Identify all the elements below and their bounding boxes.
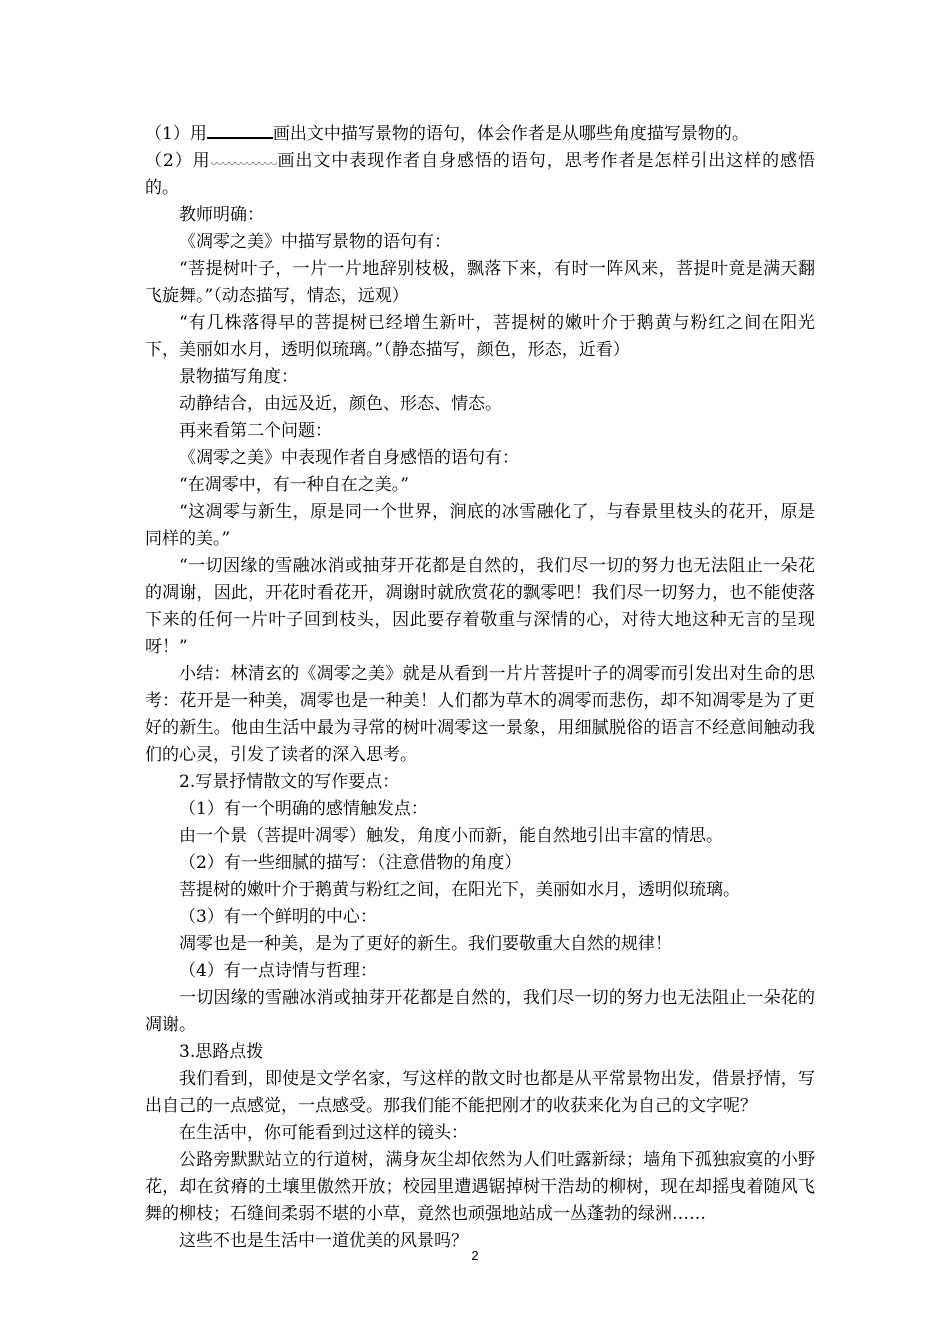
paragraph: 动静结合，由远及近，颜色、形态、情态。	[179, 394, 502, 414]
question-2-prefix: （2）用	[145, 151, 211, 171]
paragraph: 这些不也是生活中一道优美的风景吗？	[179, 1231, 468, 1251]
paragraph: 凋零也是一种美，是为了更好的新生。我们要敬重大自然的规律！	[179, 934, 672, 954]
paragraph: “一切因缘的雪融冰消或抽芽开花都是自然的，我们尽一切的努力也无法阻止一朵花的凋谢，因此，开花时看花开，凋谢时就欣赏花的飘零吧！我们尽一切努力，也不能使落下来的任何一片叶子回到枝头，因此要存着敬重与深情的心，对待大地这种无言的呈现呀！”	[145, 556, 815, 657]
paragraph: 由一个景（菩提叶凋零）触发，角度小而新，能自然地引出丰富的情思。	[179, 826, 723, 846]
paragraph: 《凋零之美》中表现作者自身感悟的语句有：	[179, 448, 519, 468]
question-2	[145, 148, 815, 202]
paragraph: “在凋零中，有一种自在之美。”	[179, 475, 409, 495]
document-body	[145, 121, 815, 1255]
paragraph: 我们看到，即使是文学名家，写这样的散文时也都是从平常景物出发，借景抒情，写出自己的一点感觉，一点感受。那我们能不能把刚才的收获来化为自己的文字呢？	[145, 1069, 815, 1116]
solid-underline-mark	[207, 121, 273, 139]
question-1-text: 画出文中描写景物的语句，体会作者是从哪些角度描写景物的。	[272, 124, 749, 144]
paragraph: 景物描写角度：	[179, 367, 298, 387]
paragraph: （2）有一些细腻的描写：（注意借物的角度）	[179, 853, 522, 873]
paragraph: 菩提树的嫩叶介于鹅黄与粉红之间，在阳光下，美丽如水月，透明似琉璃。	[179, 880, 740, 900]
question-2-text: 画出文中表现作者自身感悟的语句，思考作者是怎样引出这样的感悟的。	[145, 151, 815, 198]
paragraph: 《凋零之美》中描写景物的语句有：	[179, 232, 451, 252]
question-1-prefix: （1）用	[145, 124, 207, 144]
section-heading: 2.写景抒情散文的写作要点：	[179, 772, 400, 792]
page-number: 2	[471, 1248, 479, 1263]
paragraph: 教师明确：	[179, 205, 264, 225]
paragraph: “菩提树叶子，一片一片地辞别枝极，飘落下来，有时一阵风来，菩提叶竟是满天翻飞旋舞。”（动态描写，情态，远观）	[145, 259, 815, 306]
paragraph: 公路旁默默站立的行道树，满身灰尘却依然为人们吐露新绿；墙角下孤独寂寞的小野花，却在贫瘠的土壤里傲然开放；校园里遭遇锯掉树干浩劫的柳树，现在却摇曳着随风飞舞的柳枝；石缝间柔弱不堪的小草，竟然也顽强地站成一丛蓬勃的绿洲……	[145, 1150, 815, 1224]
paragraph: （3）有一个鲜明的中心：	[179, 907, 377, 927]
paragraph: （1）有一个明确的感情触发点：	[179, 799, 428, 819]
paragraph: （4）有一点诗情与哲理：	[179, 961, 377, 981]
summary-paragraph: 小结：林清玄的《凋零之美》就是从看到一片片菩提叶子的凋零而引发出对生命的思考：花开是一种美，凋零也是一种美！人们都为草木的凋零而悲伤，却不知凋零是为了更好的新生。他由生活中最为寻常的树叶凋零这一景象，用细腻脱俗的语言不经意间触动我们的心灵，引发了读者的深入思考。	[145, 664, 815, 765]
paragraph: 再来看第二个问题：	[179, 421, 332, 441]
paragraph: “这凋零与新生，原是同一个世界，涧底的冰雪融化了，与春景里枝头的花开，原是同样的美。”	[145, 502, 815, 549]
paragraph: “有几株落得早的菩提树已经增生新叶，菩提树的嫩叶介于鹅黄与粉红之间在阳光下，美丽如水月，透明似琉璃。”（静态描写，颜色，形态，近看）	[145, 313, 815, 360]
paragraph: 在生活中，你可能看到过这样的镜头：	[179, 1123, 468, 1143]
section-heading: 3.思路点拨	[179, 1042, 264, 1062]
question-1	[145, 121, 815, 148]
wavy-underline-mark	[211, 150, 277, 166]
paragraph: 一切因缘的雪融冰消或抽芽开花都是自然的，我们尽一切的努力也无法阻止一朵花的凋谢。	[145, 988, 815, 1035]
